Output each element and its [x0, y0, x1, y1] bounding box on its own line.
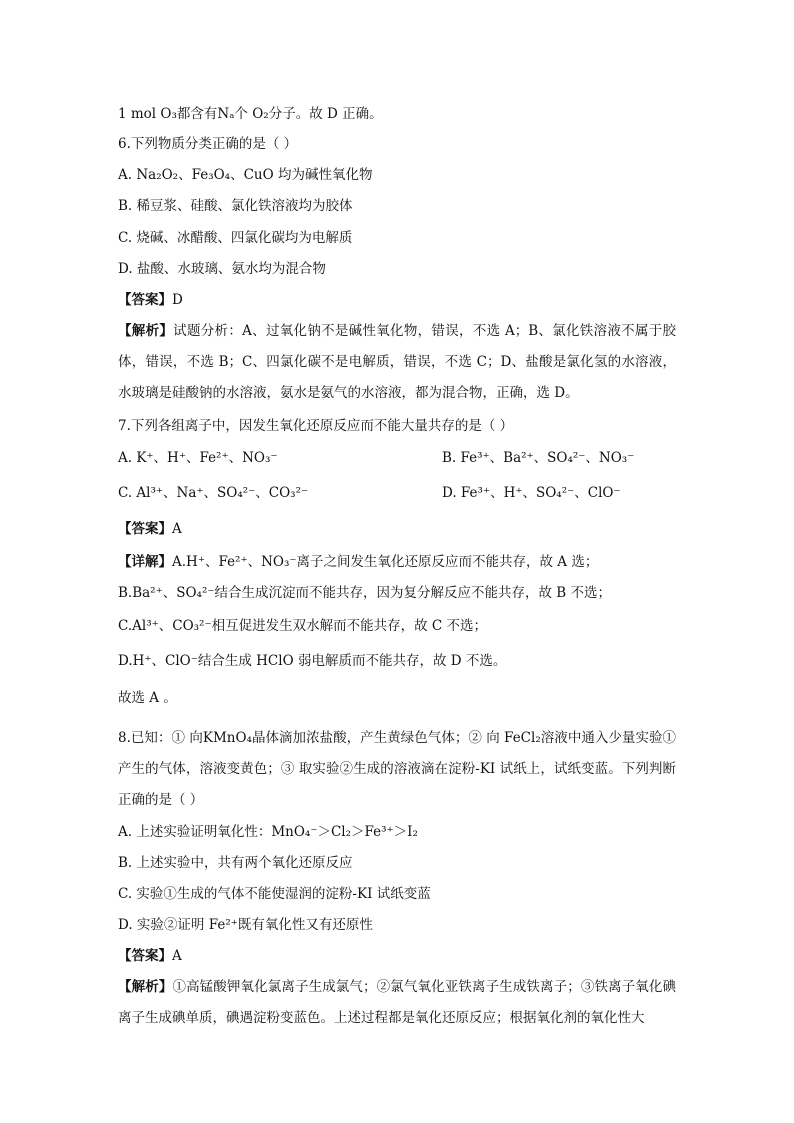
question-7-answer: [118, 519, 182, 539]
question-7-explanation-2: B.Ba²⁺、SO₄²⁻结合生成沉淀而不能共存，因为复分解反应不能共存，故 B 不选；: [118, 585, 611, 601]
question-8-option-a: A. 上述实验证明氧化性：MnO₄⁻＞Cl₂＞Fe³⁺＞I₂: [118, 824, 418, 840]
answer-label: 【答案】: [118, 521, 172, 537]
answer-value: A: [172, 948, 182, 964]
question-7-explanation-4: D.H⁺、ClO⁻结合生成 HClO 弱电解质而不能共存，故 D 不选。: [118, 653, 507, 669]
explanation-label: 【解析】: [118, 323, 174, 339]
explanation-text: ①高锰酸钾氧化氯离子生成氯气；②氯气氧化亚铁离子生成铁离子；③铁离子氧化碘离子生成碘单质，碘遇淀粉变蓝色。上述过程都是氧化还原反应；根据氧化剂的氧化性大: [118, 979, 677, 1026]
text-line: 1 mol O₃都含有Nₐ个 O₂分子。故 D 正确。: [118, 106, 383, 122]
question-7-option-d: D. Fe³⁺、H⁺、SO₄²⁻、ClO⁻: [442, 485, 621, 501]
question-8-explanation: [118, 972, 676, 1034]
question-6-option-c: C. 烧碱、冰醋酸、四氯化碳均为电解质: [118, 230, 353, 246]
question-7-explanation-1: [118, 552, 598, 572]
question-6-option-d: D. 盐酸、水玻璃、氨水均为混合物: [118, 261, 326, 277]
question-8-option-d: D. 实验②证明 Fe²⁺既有氧化性又有还原性: [118, 917, 373, 933]
question-7-stem: 7.下列各组离子中，因发生氧化还原反应而不能大量共存的是（ ）: [118, 418, 514, 434]
explanation-label: 【详解】: [118, 554, 172, 570]
answer-value: D: [172, 292, 183, 308]
explanation-text: A.H⁺、Fe²⁺、NO₃⁻离子之间发生氧化还原反应而不能共存，故 A 选；: [172, 554, 599, 570]
answer-value: A: [172, 521, 182, 537]
question-6-answer: [118, 290, 183, 310]
question-6-stem: 6.下列物质分类正确的是（ ）: [118, 136, 298, 152]
question-7-conclusion: 故选 A 。: [118, 690, 177, 706]
question-6-option-b: B. 稀豆浆、硅酸、氯化铁溶液均为胶体: [118, 198, 353, 214]
question-7-option-b: B. Fe³⁺、Ba²⁺、SO₄²⁻、NO₃⁻: [442, 450, 635, 466]
question-6-explanation: [118, 316, 676, 409]
question-8-option-b: B. 上述实验中，共有两个氧化还原反应: [118, 855, 353, 871]
question-7-explanation-3: C.Al³⁺、CO₃²⁻相互促进发生双水解而不能共存，故 C 不选；: [118, 618, 488, 634]
question-7-option-a: A. K⁺、H⁺、Fe²⁺、NO₃⁻: [118, 450, 278, 466]
answer-label: 【答案】: [118, 292, 172, 308]
explanation-label: 【解析】: [118, 979, 173, 995]
answer-label: 【答案】: [118, 948, 172, 964]
question-8-option-c: C. 实验①生成的气体不能使湿润的淀粉-KI 试纸变蓝: [118, 886, 431, 902]
question-8-answer: [118, 946, 182, 966]
question-7-option-c: C. Al³⁺、Na⁺、SO₄²⁻、CO₃²⁻: [118, 485, 309, 501]
explanation-text: 试题分析：A、过氧化钠不是碱性氧化物，错误，不选 A；B、氯化铁溶液不属于胶体，错误，不选 B；C、四氯化碳不是电解质，错误，不选 C；D、盐酸是氯化氢的水溶液，水玻璃是硅酸钠的水溶液，氨水是氨气的水溶液，都为混合物，正确，选 D。: [118, 323, 677, 401]
question-6-option-a: A. Na₂O₂、Fe₃O₄、CuO 均为碱性氧化物: [118, 167, 373, 183]
question-8-stem: 8.已知：① 向KMnO₄晶体滴加浓盐酸，产生黄绿色气体；② 向 FeCl₂溶液中通入少量实验①产生的气体，溶液变黄色；③ 取实验②生成的溶液滴在淀粉-KI 试纸上，试纸变蓝。下列判断正确的是（ ）: [118, 730, 676, 808]
